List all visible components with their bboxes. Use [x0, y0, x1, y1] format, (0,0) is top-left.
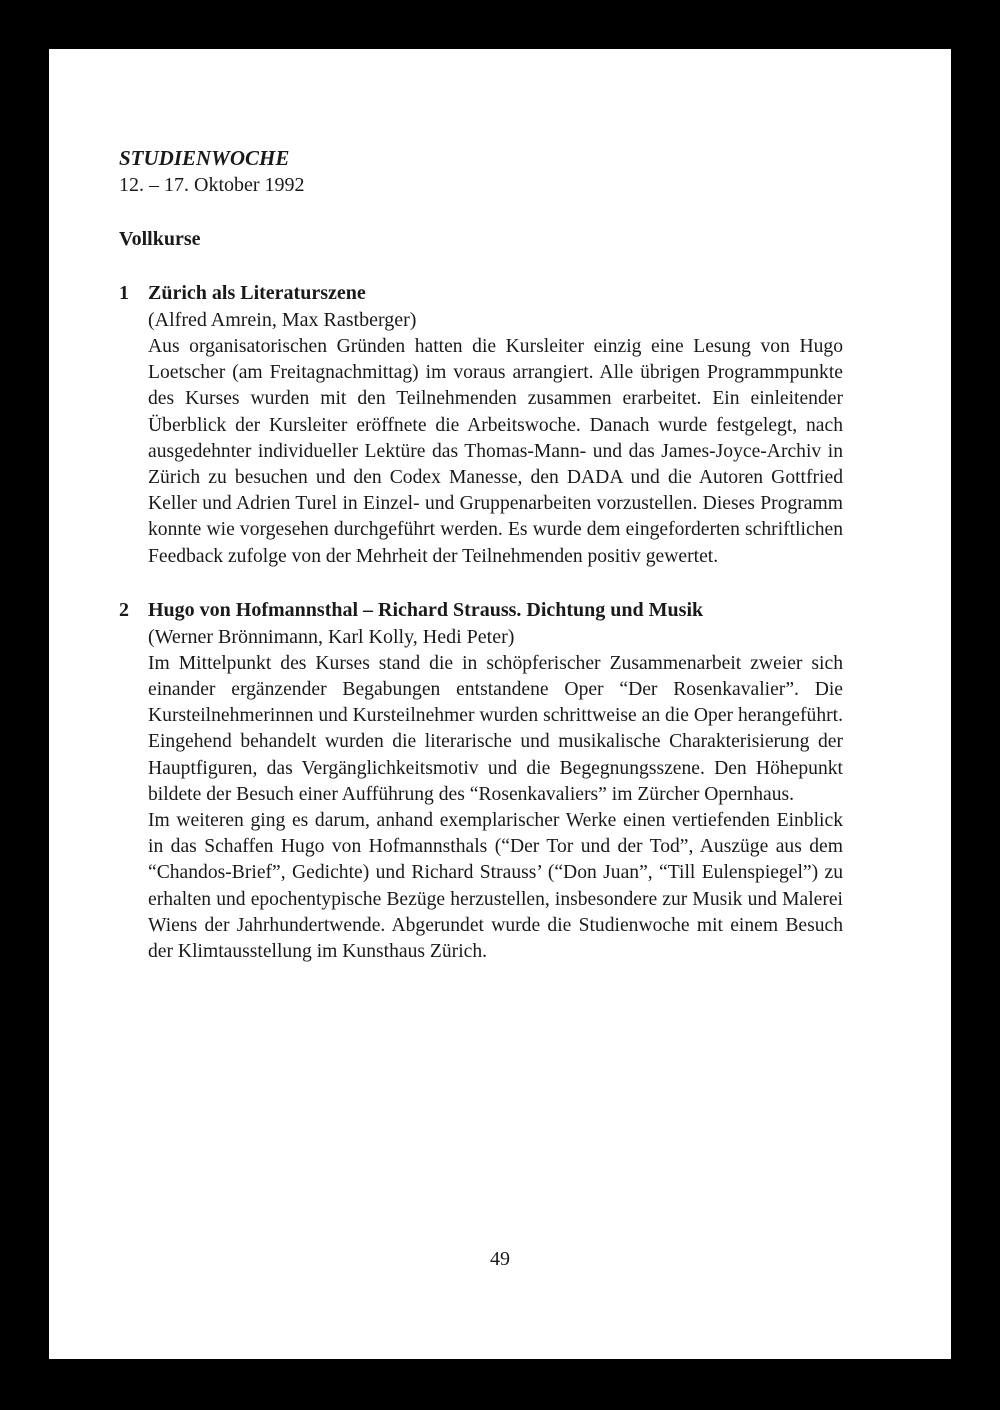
document-title: STUDIENWOCHE: [119, 146, 290, 170]
document-dates: 12. – 17. Oktober 1992: [119, 174, 305, 196]
course-body: [148, 280, 843, 570]
course-leaders: (Alfred Amrein, Max Rastberger): [148, 309, 417, 331]
course-paragraph: Aus organisatorischen Gründen hatten die Kursleiter einzig eine Lesung von Hugo Loetscher (am Freitagnachmittag) im voraus arrangiert. Alle übrigen Programmpunkte des Kurses wurden mit den Teilnehmenden zusammen erarbeitet. Ein einleitender Überblick der Kursleiter eröffnete die Arbeitswoche. Danach wurde festgelegt, nach ausgedehnter individueller Lektüre das Thomas-Mann- und das James-Joyce-Archiv in Zürich zu besuchen und den Codex Manesse, den DADA und die Autoren Gottfried Keller und Adrien Turel in Einzel- und Gruppenarbeiten vorzustellen. Dieses Programm konnte wie vorgesehen durchgeführt werden. Es wurde dem eingeforderten schriftlichen Feedback zufolge von der Mehrheit der Teilnehmenden positiv gewertet.: [148, 336, 843, 567]
course-number: 1: [119, 282, 129, 304]
course-number: 2: [119, 598, 129, 621]
course-2: [119, 597, 843, 965]
course-title: Zürich als Literaturszene: [148, 282, 366, 304]
page-content: [119, 145, 843, 965]
course-1: [119, 280, 843, 570]
course-title: Hugo von Hofmannsthal – Richard Strauss. Dichtung und Musik: [148, 598, 704, 621]
course-body: [148, 597, 843, 965]
page-number: 49: [490, 1248, 510, 1270]
document-page: [49, 49, 951, 1359]
course-paragraph: Im Mittelpunkt des Kurses stand die in schöpferischer Zusammenarbeit zweier sich einander ergänzender Begabungen entstandene Oper “Der Rosenkavalier”. Die Kursteilnehmerinnen und Kursteilnehmer wurden schrittweise an die Oper herangeführt. Eingehend behandelt wurden die literarische und musikalische Charakterisierung der Hauptfiguren, das Vergänglichkeitsmotiv und die Begegnungsszene. Den Höhepunkt bildete der Besuch einer Aufführung des “Rosenkavaliers” im Zürcher Opernhaus.: [148, 652, 843, 805]
course-leaders: (Werner Brönnimann, Karl Kolly, Hedi Peter): [148, 625, 515, 648]
section-heading: Vollkurse: [119, 228, 201, 250]
course-paragraph: Im weiteren ging es darum, anhand exemplarischer Werke einen vertiefenden Einblick in das Schaffen Hugo von Hofmannsthals (“Der Tor und der Tod”, Auszüge aus dem “Chandos-Brief”, Gedichte) und Richard Strauss’ (“Don Juan”, “Till Eulenspiegel”) zu erhalten und epochentypische Bezüge herzustellen, insbesondere zur Musik und Malerei Wiens der Jahrhundertwende. Abgerundet wurde die Studienwoche mit einem Besuch der Klimtausstellung im Kunsthaus Zürich.: [148, 810, 843, 963]
